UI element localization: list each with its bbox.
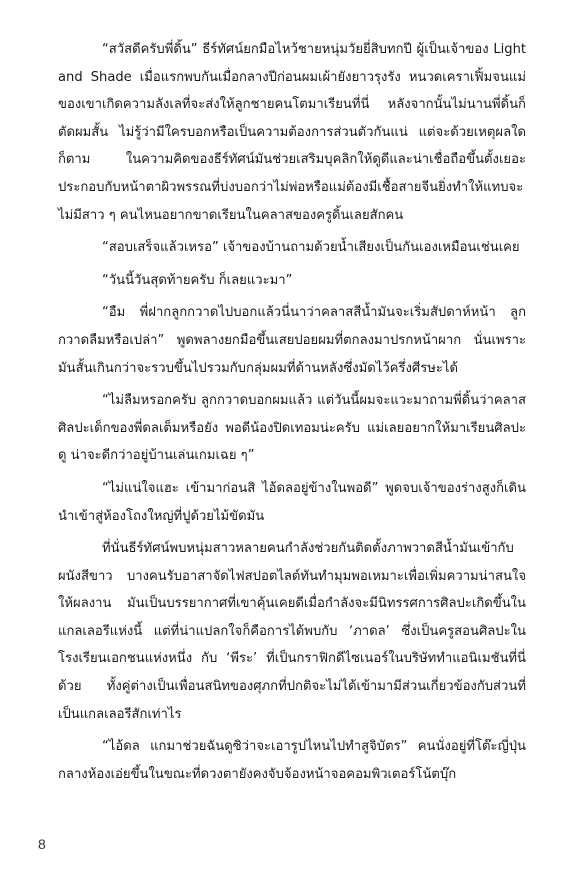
paragraph: “วันนี้วันสุดท้ายครับ ก็เลยแวะมา”: [102, 272, 293, 288]
page-number: 8: [38, 836, 46, 852]
document-body: [58, 36, 526, 793]
paragraph: “อืม พี่ฝากลูกกวาดไปบอกแล้วนี่นาว่าคลาสสีน้ำมันจะเริ่มสัปดาห์หน้า ลูกกวาดลืมหรือเปล่า” พูดพลางยกมือขึ้นเสยปอยผมที่ตกลงมาปรกหน้าผาก นั่นเพราะมันสั้นเกินกว่าจะรวบขึ้นไปรวมกับกลุ่มผมที่ด้านหลังซึ่งมัดไว้ครึ่งศีรษะได้: [58, 305, 526, 376]
paragraph: “ไม่ลืมหรอกครับ ลูกกวาดบอกผมแล้ว แต่วันนี้ผมจะแวะมาถามพี่ดิ้นว่าคลาสศิลปะเด็กของพี่ดลเต็มหรือยัง พอดีน้องปิดเทอมน่ะครับ แม่เลยอยากให้มาเรียนศิลปะดู น่าจะดีกว่าอยู่บ้านเล่นเกมเฉย ๆ”: [58, 393, 526, 464]
paragraph: “ไม่แน่ใจแฮะ เข้ามาก่อนสิ ไอ้ดลอยู่ข้างในพอดี” พูดจบเจ้าของร่างสูงก็เดินนำเข้าสู่ห้องโถงใหญ่ที่ปูด้วยไม้ขัดมัน: [58, 480, 526, 524]
paragraph: “ไอ้ดล แกมาช่วยฉันดูซิว่าจะเอารูปไหนไปทำสูจิบัตร” คนนั่งอยู่ที่โต๊ะญี่ปุ่นกลางห้องเอ่ยขึ้นในขณะที่ดวงตายังคงจับจ้องหน้าจอคอมพิวเตอร์โน้ตบุ๊ก: [58, 739, 526, 782]
paragraph: “สวัสดีครับพี่ดิ้น” ธีร์ทัศน์ยกมือไหว้ชายหนุ่มวัยยี่สิบทกปี ผู้เป็นเจ้าของ Light and Shade เมื่อแรกพบกันเมื่อกลางปีก่อนผมเผ้ายังยาวรุงรัง หนวดเคราเฟิ้มจนแม่ของเขาเกิดความลังเลที่จะส่งให้ลูกชายคนโตมาเรียนที่นี่ หลังจากนั้นไม่นานพี่ดิ้นก็ตัดผมสั้น ไม่รู้ว่ามีใครบอกหรือเป็นความต้องการส่วนตัวกันแน่ แต่จะด้วยเหตุผลใดก็ตาม ในความคิดของธีร์ทัศน์มันช่วยเสริมบุคลิกให้ดูดีและน่าเชื่อถือขึ้นตั้งเยอะ ประกอบกับหน้าตาผิวพรรณที่บ่งบอกว่าไม่พ่อหรือแม่ต้องมีเชื้อสายจีนยิ่งทำให้แทบจะไม่มีสาว ๆ คนไหนอยากขาดเรียนในคลาสของครูดิ้นเลยสักคน: [58, 42, 526, 223]
paragraph: “สอบเสร็จแล้วเหรอ” เจ้าของบ้านถามด้วยน้ำเสียงเป็นกันเองเหมือนเช่นเคย: [102, 240, 520, 256]
paragraph: ที่นั่นธีร์ทัศน์พบหนุ่มสาวหลายคนกำลังช่วยกันติดตั้งภาพวาดสีน้ำมันเข้ากับผนังสีขาว บางคนรับอาสาจัดไฟสปอตไลต์ทันทำมุมพอเหมาะเพื่อเพิ่มความน่าสนใจให้ผลงาน มันเป็นบรรยากาศที่เขาคุ้นเคยดีเมื่อกำลังจะมีนิทรรศการศิลปะเกิดขึ้นในแกลเลอรีแห่งนี้ แต่ที่น่าแปลกใจก็คือการได้พบกับ ‘ภาดล’ ซึ่งเป็นครูสอนศิลปะในโรงเรียนเอกชนแห่งหนึ่ง กับ ‘พีระ’ ที่เป็นกราฟิกดีไซเนอร์ในบริษัททำแอนิเมชันที่นี่ด้วย ทั้งคู่ต่างเป็นเพื่อนสนิทของศุภกที่ปกติจะไม่ได้เข้ามามีส่วนเกี่ยวข้องกับส่วนที่เป็นแกลเลอรีสักเท่าไร: [58, 541, 526, 722]
